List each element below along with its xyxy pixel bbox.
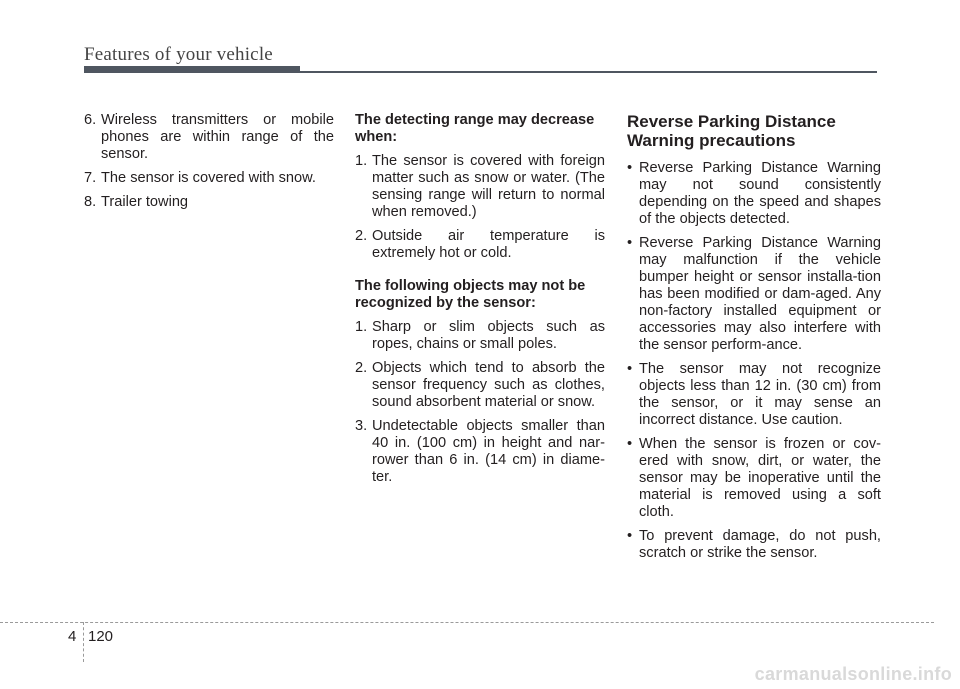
list-text: Objects which tend to absorb the sensor frequency such as clothes, sound absorbent material or snow. [372, 360, 605, 410]
list-item [355, 418, 605, 486]
bullet-icon: • [627, 528, 633, 544]
bullet-text: Reverse Parking Distance Warning may not sound consistently depending on the speed and shapes of the objects detected. [639, 160, 881, 227]
bullet-icon: • [627, 235, 633, 251]
bullet-item [627, 361, 881, 429]
bullet-text: When the sensor is frozen or cov-ered with snow, dirt, or water, the sensor may be inoperative until the material is removed using a soft cloth. [639, 436, 881, 520]
list-item [84, 170, 334, 187]
list-item [355, 319, 605, 353]
detecting-range-heading: The detecting range may decrease when: [355, 112, 595, 145]
bullet-icon: • [627, 436, 633, 452]
footer-rule [0, 622, 934, 623]
list-number: 7. [84, 170, 97, 186]
bullet-item [627, 528, 881, 562]
column-right [627, 112, 881, 569]
list-number: 2. [355, 360, 368, 376]
bullet-text: The sensor may not recognize objects less than 12 in. (30 cm) from the sensor, or it may sense an incorrect distance. Use caution. [639, 361, 881, 428]
bullet-text: Reverse Parking Distance Warning may malfunction if the vehicle bumper height or sensor installa-tion has been modified or dam-aged. Any non-factory installed equipment or accessories may also interfere with the sensor perform-ance. [639, 235, 881, 353]
list-number: 8. [84, 194, 97, 210]
chapter-number: 4 [68, 628, 77, 645]
list-number: 3. [355, 418, 368, 434]
bullet-item [627, 436, 881, 521]
column-middle [355, 112, 605, 493]
bullet-text: To prevent damage, do not push, scratch or strike the sensor. [639, 528, 881, 561]
list-text: The sensor is covered with foreign matter such as snow or water. (The sensing range will return to normal when removed.) [372, 153, 605, 220]
list-item [355, 153, 605, 221]
list-number: 6. [84, 112, 97, 128]
header-rule [300, 71, 877, 73]
section-title-line: Warning precautions [627, 131, 796, 150]
bullet-icon: • [627, 160, 633, 176]
page-number: 120 [88, 628, 114, 645]
list-item [84, 194, 334, 211]
bullet-item [627, 235, 881, 354]
list-text: Outside air temperature is extremely hot or cold. [372, 228, 605, 261]
list-text: Wireless transmitters or mobile phones are within range of the sensor. [101, 112, 334, 162]
list-text: The sensor is covered with snow. [101, 170, 316, 186]
page-header-title: Features of your vehicle [84, 44, 273, 65]
list-item [355, 228, 605, 262]
watermark: carmanualsonline.info [754, 664, 952, 684]
list-text: Trailer towing [101, 194, 189, 210]
bullet-icon: • [627, 361, 633, 377]
list-text: Sharp or slim objects such as ropes, chains or small poles. [372, 319, 605, 352]
unrecognized-objects-heading: The following objects may not be recognized by the sensor: [355, 278, 586, 311]
list-number: 1. [355, 319, 368, 335]
list-item [355, 360, 605, 411]
section-title [627, 112, 881, 150]
column-left [84, 112, 334, 218]
bullet-item [627, 160, 881, 228]
list-number: 2. [355, 228, 368, 244]
footer-divider [83, 622, 84, 662]
header-accent-bar [84, 66, 300, 73]
list-item [84, 112, 334, 163]
list-text: Undetectable objects smaller than 40 in. (100 cm) in height and nar-rower than 6 in. (14 cm) in diame-ter. [372, 418, 605, 485]
section-title-line: Reverse Parking Distance [627, 112, 836, 131]
list-number: 1. [355, 153, 368, 169]
